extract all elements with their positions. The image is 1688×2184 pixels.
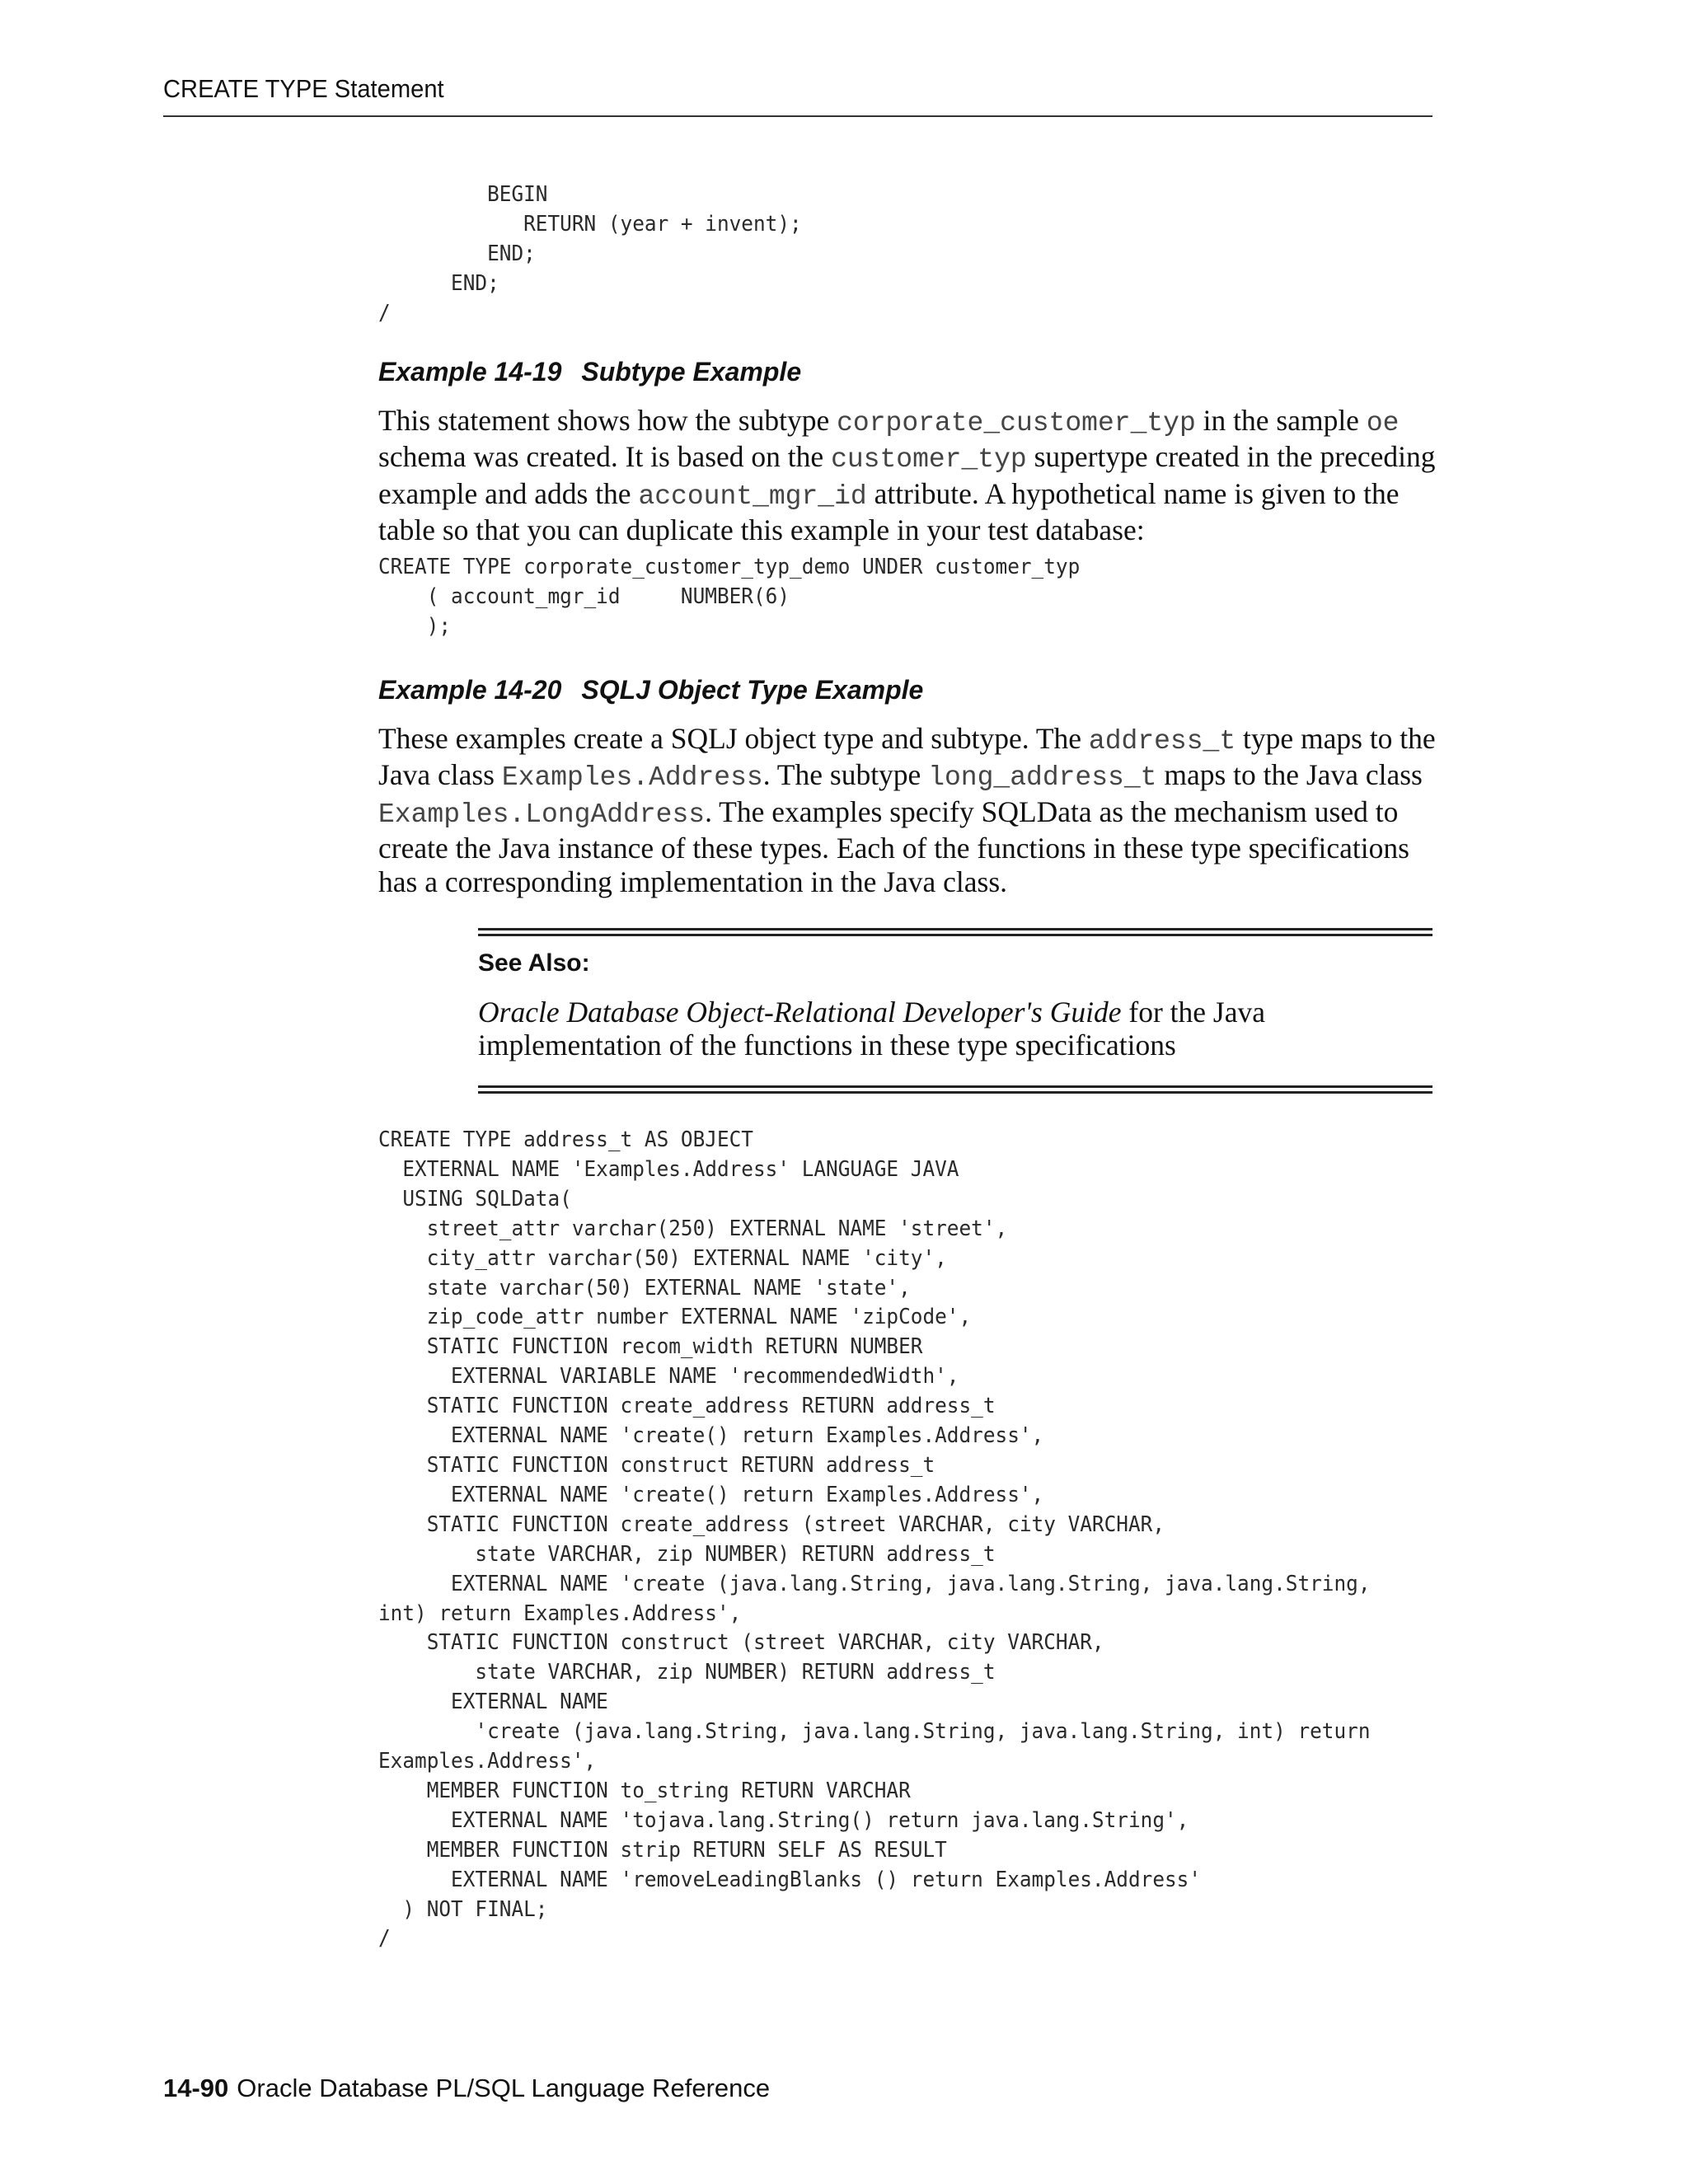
running-header-title: CREATE TYPE Statement bbox=[163, 74, 444, 103]
para-text: type maps to the Java class bbox=[378, 722, 1436, 792]
example-number: Example 14-20 bbox=[378, 675, 562, 705]
para-text: supertype created in the preceding example and adds the bbox=[378, 440, 1436, 510]
example-number: Example 14-19 bbox=[378, 357, 562, 387]
example-14-19-description bbox=[378, 404, 1442, 547]
inline-code: account_mgr_id bbox=[638, 480, 867, 512]
example-14-20-description bbox=[378, 722, 1442, 898]
example-14-20-heading bbox=[378, 673, 923, 706]
see-also-bottom-rule bbox=[478, 1085, 1432, 1094]
example-title: Subtype Example bbox=[581, 357, 802, 387]
code-block-subtype: CREATE TYPE corporate_customer_typ_demo UNDER customer_typ ( account_mgr_id NUMBER(6) ); bbox=[378, 555, 1081, 639]
para-text: . The examples specify SQLData as the mechanism used to create the Java instance of these types. Each of the functions in these type specifications has a corresponding implementation in the Java class. bbox=[378, 794, 1409, 898]
para-text: These examples create a SQLJ object type and subtype. The bbox=[378, 722, 1089, 755]
page-number: 14-90 bbox=[163, 2074, 229, 2102]
para-text: schema was created. It is based on the bbox=[378, 440, 832, 474]
inline-code: corporate_customer_typ bbox=[837, 408, 1196, 438]
code-block-sqlj-type: CREATE TYPE address_t AS OBJECT EXTERNAL NAME 'Examples.Address' LANGUAGE JAVA USING SQLData( street_attr varchar(250) EXTERNAL NAME 'street', city_attr varchar(50) EXTERNAL NAME 'city', state varchar(50) EXTERNAL NAME 'state', zip_code_attr number EXTERNAL NAME 'zipCode', STATIC FUNCTION recom_width RETURN NUMBER EXTERNAL VARIABLE NAME 'recommendedWidth', STATIC FUNCTION create_address RETURN address_t EXTERNAL NAME 'create() return Examples.Address', STATIC FUNCTION construct RETURN address_t EXTERNAL NAME 'create() return Examples.Address', STATIC FUNCTION create_address (street VARCHAR, city VARCHAR, state VARCHAR, zip NUMBER) RETURN address_t EXTERNAL NAME 'create (java.lang.String, java.lang.String, java.lang.String, int) return Examples.Address', STATIC FUNCTION construct (street VARCHAR, city VARCHAR, state VARCHAR, zip NUMBER) RETURN address_t EXTERNAL NAME 'create (java.lang.String, java.lang.String, java.lang.String, int) return Examples.Address', MEMBER FUNCTION to_string RETURN VARCHAR EXTERNAL NAME 'tojava.lang.String() return java.lang.String', MEMBER FUNCTION strip RETURN SELF AS RESULT EXTERNAL NAME 'removeLeadingBlanks () return Examples.Address' ) NOT FINAL; / bbox=[378, 1127, 1371, 1952]
inline-code: Examples.Address bbox=[501, 762, 763, 794]
inline-code: address_t bbox=[1088, 726, 1236, 757]
inline-code: customer_typ bbox=[831, 444, 1027, 476]
inline-code: oe bbox=[1366, 408, 1400, 438]
book-title: Oracle Database PL/SQL Language Reference bbox=[237, 2074, 771, 2102]
para-text: in the sample bbox=[1195, 404, 1367, 437]
see-also-text: for the Java implementation of the functions in these type specifications bbox=[478, 996, 1265, 1062]
para-text: maps to the Java class bbox=[1156, 758, 1423, 792]
para-text: This statement shows how the subtype bbox=[378, 404, 837, 437]
see-also-top-rule bbox=[478, 928, 1432, 936]
page-footer bbox=[163, 2072, 770, 2105]
header-divider bbox=[163, 115, 1432, 117]
referenced-book-title: Oracle Database Object-Relational Developer's Guide bbox=[478, 996, 1122, 1029]
example-title: SQLJ Object Type Example bbox=[581, 675, 924, 705]
see-also-label: See Also: bbox=[478, 949, 590, 977]
example-14-19-heading bbox=[378, 355, 801, 388]
para-text: attribute. A hypothetical name is given to the table so that you can duplicate this example in your test database: bbox=[378, 476, 1400, 547]
inline-code: long_address_t bbox=[928, 762, 1157, 794]
inline-code: Examples.LongAddress bbox=[378, 799, 706, 830]
code-block-function-end: BEGIN RETURN (year + invent); END; END; / bbox=[378, 182, 802, 326]
para-text: . The subtype bbox=[762, 758, 929, 792]
see-also-reference bbox=[478, 996, 1442, 1062]
